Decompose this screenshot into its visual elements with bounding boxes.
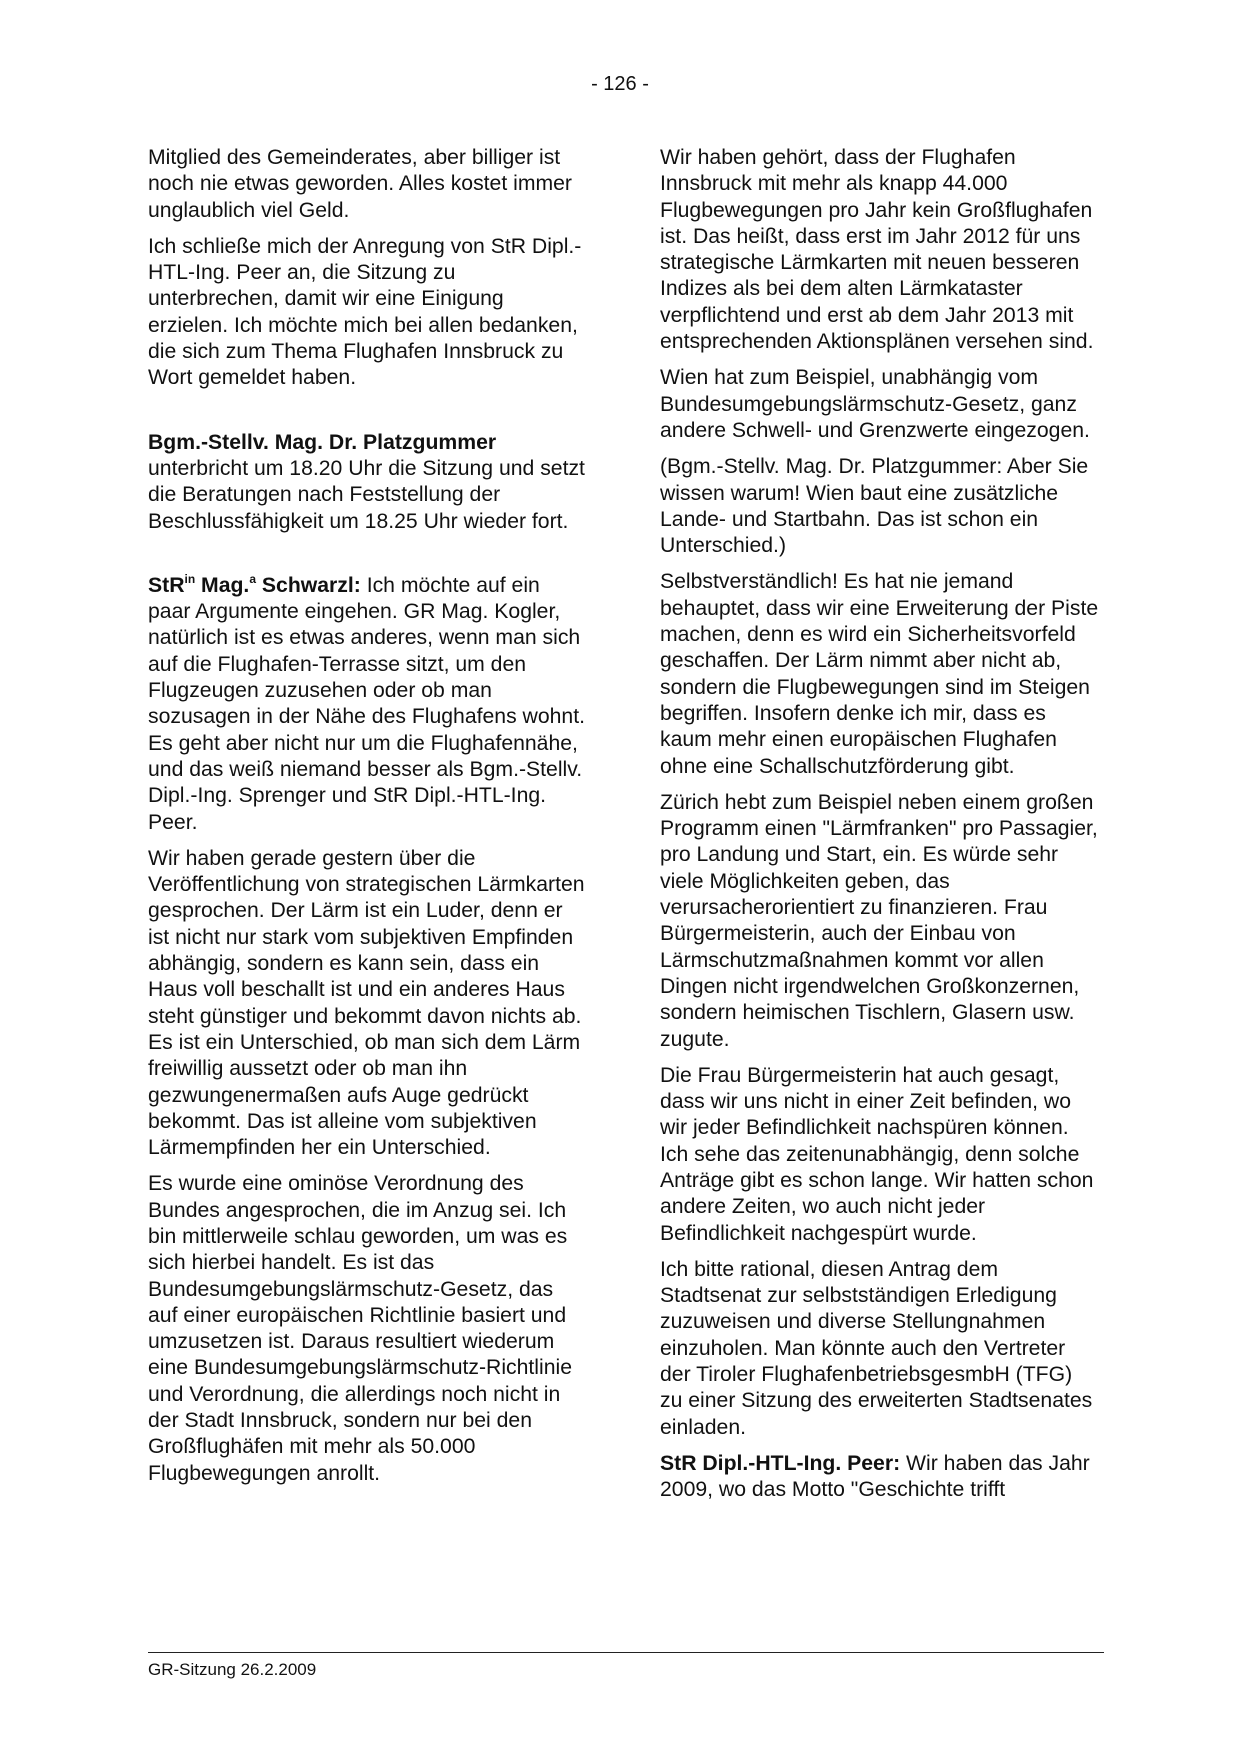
- paragraph-interjection: (Bgm.-Stellv. Mag. Dr. Platzgummer: Aber Sie wissen warum! Wien baut eine zusätzliche Lande- und Startbahn. Das ist schon ein Unterschied.): [660, 455, 1089, 558]
- speaker-title-superscript: a: [249, 571, 257, 586]
- paragraph-speech: [148, 573, 588, 836]
- paragraph: Ich bitte rational, diesen Antrag dem Stadtsenat zur selbstständigen Erledigung zuzuweisen und diverse Stellungnahmen einzuholen. Man könnte auch den Vertreter der Tiroler FlughafenbetriebsgesmbH (TFG) zu einer Sitzung des erweiterten Stadtsenates einladen.: [660, 1257, 1093, 1439]
- paragraph: Wien hat zum Beispiel, unabhängig vom Bundesumgebungslärmschutz-Gesetz, ganz andere Schwell- und Grenzwerte eingezogen.: [660, 366, 1090, 442]
- paragraph: Die Frau Bürgermeisterin hat auch gesagt, dass wir uns nicht in einer Zeit befinden, wo wir jeder Befindlichkeit nachspüren können. Ich sehe das zeitenunabhängig, denn solche Anträge gibt es schon lange. Wir hatten schon andere Zeiten, wo auch nicht jeder Befindlichkeit nachgespürt wurde.: [660, 1063, 1094, 1245]
- speaker-title: Mag.: [195, 573, 250, 597]
- paragraph: Es wurde eine ominöse Verordnung des Bundes angesprochen, die im Anzug sei. Ich bin mittlerweile schlau geworden, um was es sich hierbei handelt. Es ist das Bundesumgebungslärmschutz-Gesetz, das auf einer europäischen Richtlinie basiert und umzusetzen ist. Daraus resultiert wiederum eine Bundesumgebungslärmschutz-Richtlinie und Verordnung, die allerdings noch nicht in der Stadt Innsbruck, sondern nur bei den Großflughäfen mit mehr als 50.000 Flugbewegungen anrollt.: [148, 1172, 572, 1485]
- page-number: - 126 -: [591, 73, 649, 95]
- speaker-surname: Schwarzl:: [256, 573, 361, 597]
- speaker-name: [148, 571, 361, 597]
- speaker-title-superscript: in: [184, 571, 196, 586]
- speaker-title: StR: [148, 573, 185, 597]
- footer-session-label: GR-Sitzung 26.2.2009: [148, 1660, 317, 1679]
- right-column: [660, 145, 1100, 1514]
- paragraph-text: Wir haben das Jahr 2009, wo das Motto "Geschichte trifft: [660, 1451, 1090, 1502]
- speaker-name: Bgm.-Stellv. Mag. Dr. Platzgummer: [148, 430, 497, 454]
- paragraph-text: Ich möchte auf ein paar Argumente eingehen. GR Mag. Kogler, natürlich ist es etwas anderes, wenn man sich auf die Flughafen-Terrasse sitzt, um den Flugzeugen zuzusehen oder ob man sozusagen in der Nähe des Flughafens wohnt. Es geht aber nicht nur um die Flughafennähe, und das weiß niemand besser als Bgm.-Stellv. Dipl.-Ing. Sprenger und StR Dipl.-HTL-Ing. Peer.: [148, 573, 585, 834]
- paragraph: Wir haben gerade gestern über die Veröffentlichung von strategischen Lärmkarten gesprochen. Der Lärm ist ein Luder, denn er ist nicht nur stark vom subjektiven Empfinden abhängig, sondern es kann sein, dass ein Haus voll beschallt ist und ein anderes Haus steht günstiger und bekommt davon nichts ab. Es ist ein Unterschied, ob man sich dem Lärm freiwillig aussetzt oder ob man ihn gezwungenermaßen aufs Auge gedrückt bekommt. Das ist alleine vom subjektiven Lärmempfinden her ein Unterschied.: [148, 846, 585, 1160]
- paragraph-speech: [660, 1451, 1100, 1504]
- paragraph-text: unterbricht um 18.20 Uhr die Sitzung und setzt die Beratungen nach Feststellung der Beschlussfähigkeit um 18.25 Uhr wieder fort.: [148, 456, 585, 533]
- paragraph: Mitglied des Gemeinderates, aber billiger ist noch nie etwas geworden. Alles kostet immer unglaublich viel Geld.: [148, 146, 572, 222]
- left-column: [148, 145, 588, 1497]
- paragraph-session-break: [148, 430, 588, 535]
- paragraph: Ich schließe mich der Anregung von StR Dipl.-HTL-Ing. Peer an, die Sitzung zu unterbrechen, damit wir eine Einigung erzielen. Ich möchte mich bei allen bedanken, die sich zum Thema Flughafen Innsbruck zu Wort gemeldet haben.: [148, 234, 582, 390]
- paragraph: Wir haben gehört, dass der Flughafen Innsbruck mit mehr als knapp 44.000 Flugbewegungen pro Jahr kein Großflughafen ist. Das heißt, dass erst im Jahr 2012 für uns strategische Lärmkarten mit neuen besseren Indizes als bei dem alten Lärmkataster verpflichtend und erst ab dem Jahr 2013 mit entsprechenden Aktionsplänen versehen sind.: [660, 146, 1094, 354]
- footer-divider: [148, 1652, 1104, 1653]
- speaker-name: StR Dipl.-HTL-Ing. Peer:: [660, 1451, 901, 1475]
- paragraph: Selbstverständlich! Es hat nie jemand behauptet, dass wir eine Erweiterung der Piste machen, denn es wird ein Sicherheitsvorfeld geschaffen. Der Lärm nimmt aber nicht ab, sondern die Flugbewegungen sind im Steigen begriffen. Insofern denke ich mir, dass es kaum mehr einen europäischen Flughafen ohne eine Schallschutzförderung gibt.: [660, 570, 1099, 778]
- paragraph: Zürich hebt zum Beispiel neben einem großen Programm einen "Lärmfranken" pro Passagier, pro Landung und Start, ein. Es würde sehr viele Möglichkeiten geben, das verursacherorientiert zu finanzieren. Frau Bürgermeisterin, auch der Einbau von Lärmschutzmaßnahmen kommt vor allen Dingen nicht irgendwelchen Großkonzernen, sondern heimischen Tischlern, Glasern usw. zugute.: [660, 790, 1098, 1051]
